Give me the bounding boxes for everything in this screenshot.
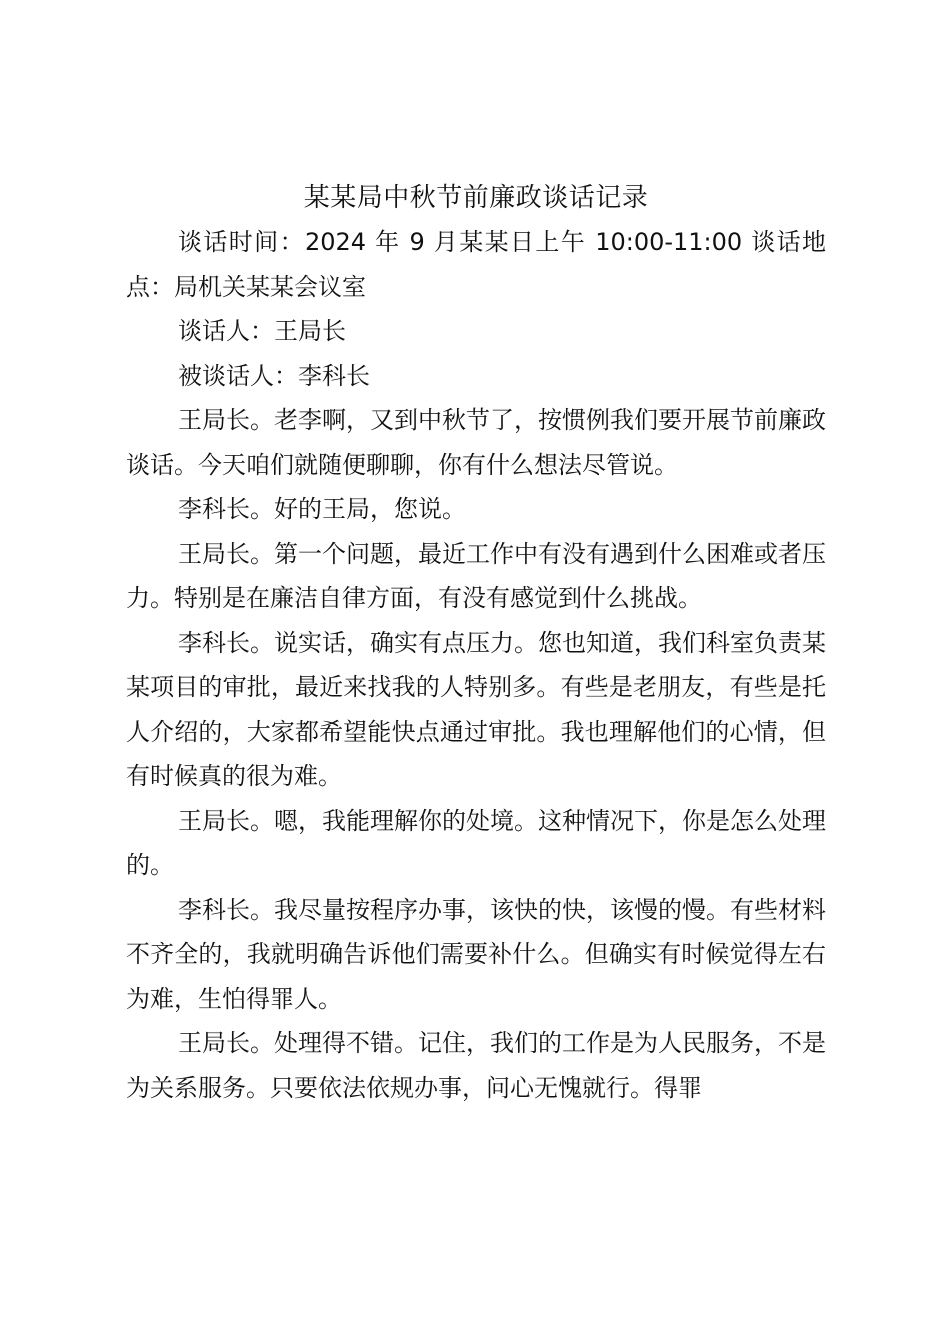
paragraph-dialogue: 王局长。老李啊，又到中秋节了，按惯例我们要开展节前廉政谈话。今天咱们就随便聊聊，你有什么想法尽管说。 [126,406,826,479]
paragraph-dialogue: 王局长。第一个问题，最近工作中有没有遇到什么困难或者压力。特别是在廉洁自律方面，有没有感觉到什么挑战。 [126,539,826,612]
paragraph-interviewer: 谈话人：王局长 [178,317,346,345]
paragraph-dialogue: 李科长。我尽量按程序办事，该快的快，该慢的慢。有些材料不齐全的，我就明确告诉他们需要补什么。但确实有时候觉得左右为难，生怕得罪人。 [126,895,826,1013]
paragraph-dialogue: 李科长。好的王局，您说。 [178,495,466,523]
paragraph-dialogue: 王局长。处理得不错。记住，我们的工作是为人民服务，不是为关系服务。只要依法依规办事，问心无愧就行。得罪 [126,1029,826,1102]
document-page [126,176,826,1110]
document-title: 某某局中秋节前廉政谈话记录 [303,183,649,213]
paragraph-dialogue: 王局长。嗯，我能理解你的处境。这种情况下，你是怎么处理的。 [126,806,826,879]
paragraph-meeting-time-place: 谈话时间：2024 年 9 月某某日上午 10:00-11:00 谈话地点：局机关某某会议室 [126,228,826,301]
paragraph-dialogue: 李科长。说实话，确实有点压力。您也知道，我们科室负责某某项目的审批，最近来找我的人特别多。有些是老朋友，有些是托人介绍的，大家都希望能快点通过审批。我也理解他们的心情，但有时候真的很为难。 [126,628,826,790]
paragraph-interviewee: 被谈话人：李科长 [178,361,370,390]
